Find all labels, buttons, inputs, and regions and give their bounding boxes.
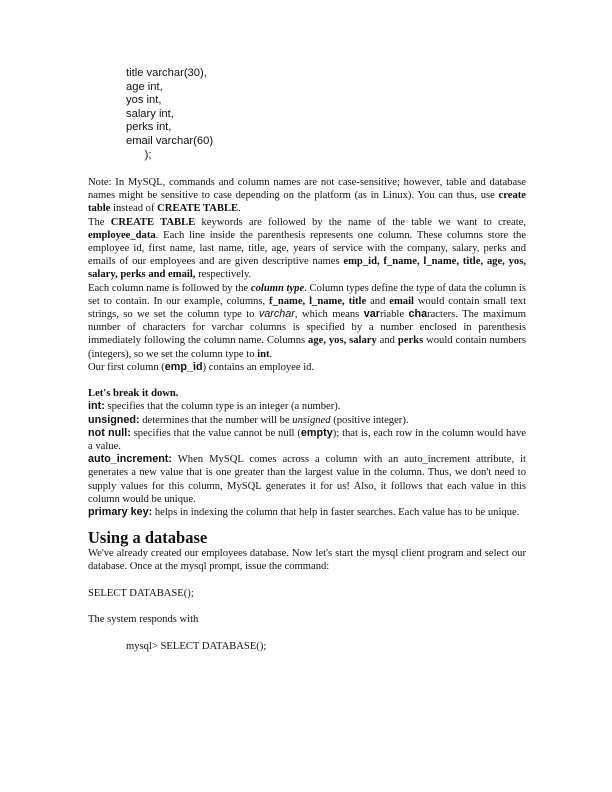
text-run: respectively. xyxy=(195,269,252,281)
emphasis-text: not null: xyxy=(88,426,131,439)
text-run: helps in indexing the column that help in faster searches. Each value has to be unique. xyxy=(152,507,520,519)
sql-command: SELECT DATABASE(); xyxy=(88,587,194,599)
text-run: Note: In MySQL, commands and column names are not case-sensitive; however, table and database names might be sensitive to case depending on the platform (as in Linux). You can thus, use xyxy=(88,177,526,202)
code-line: age int, xyxy=(126,80,163,93)
code-line: ); xyxy=(126,148,152,161)
text-run: ); that is, each row in the column would have a value. xyxy=(88,427,526,453)
emphasis-text: employee_data xyxy=(88,229,156,241)
text-run: . Each line inside the parenthesis represents one column. These columns store the employee id, first name, last name, title, age, years of service with the company, salary, perks and emails of our employees and are given descriptive names xyxy=(88,229,526,268)
emphasis-text: empty xyxy=(300,426,333,439)
section-intro: We've already created our employees database. Now let's start the mysql client program and select our database. Once at the mysql prompt, issue the command: xyxy=(88,548,526,573)
text-run: Our first column ( xyxy=(88,361,165,373)
paragraph xyxy=(88,414,526,427)
emphasis-text: perks xyxy=(397,335,424,347)
emphasis-text: primary key: xyxy=(88,506,153,519)
text-run: specifies that the column type is an integer (a number). xyxy=(104,401,341,413)
section-heading: Using a database xyxy=(88,528,208,548)
paragraph xyxy=(88,387,526,400)
paragraph xyxy=(88,400,526,413)
emphasis-text: CREATE TABLE xyxy=(157,203,239,215)
text-run: The xyxy=(88,216,111,228)
emphasis-text: column type xyxy=(250,282,305,294)
text-run: (positive integer). xyxy=(330,414,409,426)
code-line: email varchar(60) xyxy=(126,134,214,147)
text-run: determines that the number will be xyxy=(139,414,293,426)
emphasis-text: cha xyxy=(408,308,428,321)
paragraph xyxy=(88,427,526,453)
responds-text: The system responds with xyxy=(88,614,199,626)
code-line: perks int, xyxy=(126,121,172,134)
document-body xyxy=(88,176,526,653)
code-line: yos int, xyxy=(126,94,162,107)
emphasis-text: var xyxy=(363,308,380,321)
text-run: would contain small text strings, so we set the column type to xyxy=(88,295,527,321)
text-run: specifies that the value cannot be null ( xyxy=(130,427,301,439)
text-run: , which means xyxy=(294,309,364,321)
emphasis-text: create table xyxy=(88,190,526,215)
emphasis-text: int: xyxy=(88,400,105,413)
text-run: . xyxy=(238,203,241,215)
text-run: keywords are followed by the name of the table we want to create, xyxy=(195,216,527,228)
emphasis-text: unsigned xyxy=(292,414,331,426)
emphasis-text: age, yos, salary xyxy=(308,335,377,347)
text-run: ) contains an employee id. xyxy=(202,361,315,373)
paragraph xyxy=(88,282,526,361)
text-run: Each column name is followed by the xyxy=(88,282,251,294)
text-run: . xyxy=(269,348,273,360)
text-run: When MySQL comes across a column with an auto_increment attribute, it generates a new value that is one greater than the largest value in the column. Thus, we don't need to supply values for this column, MySQL generates it for us! Also, it follows that each value in this column would be unique. xyxy=(88,454,526,505)
paragraph xyxy=(88,216,526,282)
emphasis-text: Let's break it down. xyxy=(88,388,179,400)
text-run: racters. The maximum number of characters for varchar columns is specified by a number enclosed in parenthesis immediately following the column name. Columns xyxy=(88,309,527,347)
code-line: title varchar(30), xyxy=(126,67,207,79)
emphasis-text: emp_id, f_name, l_name, title, age, yos, salary, perks and email, xyxy=(88,256,526,281)
text-run: and xyxy=(376,335,398,347)
emphasis-text: email xyxy=(389,295,414,307)
sql-code-block xyxy=(126,67,213,162)
emphasis-text: varchar xyxy=(258,308,295,321)
mysql-prompt-line: mysql> SELECT DATABASE(); xyxy=(126,640,267,652)
paragraph xyxy=(88,176,526,216)
text-run: instead of xyxy=(110,203,158,215)
text-run: . Column types define the type of data the column is set to contain. In our example, columns, xyxy=(88,282,526,307)
paragraph xyxy=(88,361,526,374)
emphasis-text: auto_increment: xyxy=(88,453,172,466)
text-run: would contain numbers (integers), so we set the column type to xyxy=(88,335,526,360)
text-run: and xyxy=(366,295,390,307)
emphasis-text: unsigned: xyxy=(88,413,140,426)
emphasis-text: emp_id xyxy=(164,360,203,373)
paragraphs xyxy=(88,176,526,519)
text-run: riable xyxy=(379,309,409,321)
emphasis-text: f_name, l_name, title xyxy=(269,295,367,307)
emphasis-text: int xyxy=(257,348,270,360)
code-line: salary int, xyxy=(126,107,174,120)
emphasis-text: CREATE TABLE xyxy=(110,216,196,228)
blank-line xyxy=(88,374,526,387)
paragraph xyxy=(88,506,526,519)
paragraph xyxy=(88,453,526,506)
